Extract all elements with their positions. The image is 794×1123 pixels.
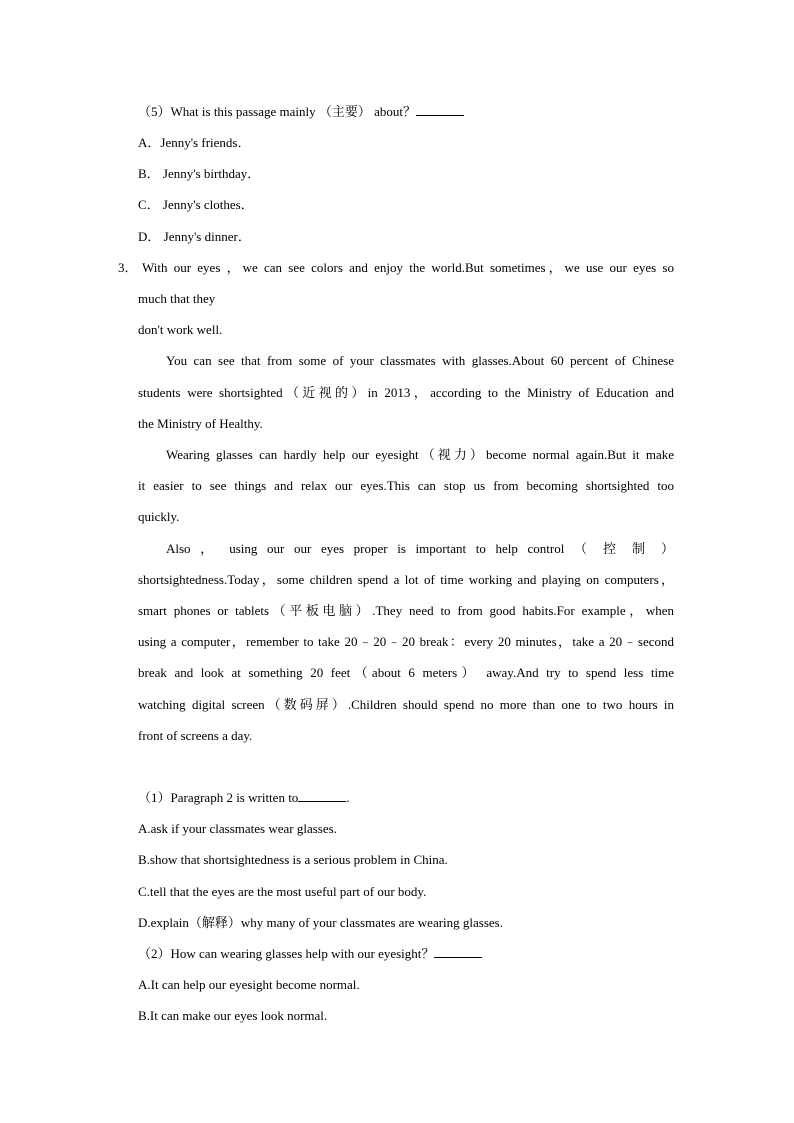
paragraph-4-line: front of screens a day.	[138, 728, 253, 743]
paragraph-3-line: quickly.	[138, 509, 180, 524]
question-number: 3．	[118, 260, 138, 275]
question-5-stem: （5）What is this passage mainly （主要） about？	[138, 104, 464, 120]
paragraph-2-line: You can see that from some of your classmates with glasses.About 60 percent of Chinese	[166, 353, 674, 368]
option-b: B.show that shortsightedness is a serious problem in China.	[138, 852, 448, 867]
option-c: C． Jenny's clothes．	[138, 197, 254, 212]
paragraph-3-line: it easier to see things and relax our eyes.This can stop us from becoming shortsighted too	[138, 478, 674, 493]
answer-blank	[416, 104, 464, 116]
paragraph-4-line: watching digital screen（数码屏）.Children should spend no more than one to two hours in	[138, 697, 674, 712]
passage-intro-line: With our eyes ，we can see colors and enjoy the world.But sometimes，we use our eyes so	[142, 260, 674, 275]
paragraph-2-line: students were shortsighted（近视的）in 2013，according to the Ministry of Education and	[138, 385, 674, 400]
sub-question-1-stem: （1）Paragraph 2 is written to .	[138, 790, 350, 805]
option-b: B． Jenny's birthday．	[138, 166, 261, 181]
answer-blank	[434, 946, 482, 958]
passage-intro-line: don't work well.	[138, 322, 223, 337]
paragraph-4-line: using a computer，remember to take 20﹣20﹣20 break：every 20 minutes，take a 20﹣second	[138, 634, 674, 649]
paragraph-4-line: break and look at something 20 feet（about 6 meters） away.And try to spend less time	[138, 665, 674, 680]
passage-intro-line: much that they	[138, 291, 216, 306]
option-a: A.ask if your classmates wear glasses.	[138, 821, 337, 836]
paragraph-4-line: smart phones or tablets（平板电脑）.They need to from good habits.For example，when	[138, 603, 674, 618]
answer-blank	[298, 790, 346, 802]
paragraph-4-line: Also ， using our our eyes proper is important to help control （ 控 制 ）	[166, 541, 674, 556]
option-a: A．Jenny's friends．	[138, 135, 251, 150]
sub-question-2-stem: （2）How can wearing glasses help with our eyesight？	[138, 946, 482, 962]
option-d: D． Jenny's dinner．	[138, 229, 251, 244]
paragraph-2-line: the Ministry of Healthy.	[138, 416, 263, 431]
option-a: A.It can help our eyesight become normal.	[138, 977, 360, 992]
option-d: D.explain（解释）why many of your classmates are wearing glasses.	[138, 915, 503, 930]
paragraph-4-line: shortsightedness.Today，some children spend a lot of time working and playing on computers，	[138, 572, 674, 587]
option-b: B.It can make our eyes look normal.	[138, 1008, 328, 1023]
paragraph-3-line: Wearing glasses can hardly help our eyesight（视力）become normal again.But it make	[166, 447, 674, 462]
option-c: C.tell that the eyes are the most useful part of our body.	[138, 884, 427, 899]
